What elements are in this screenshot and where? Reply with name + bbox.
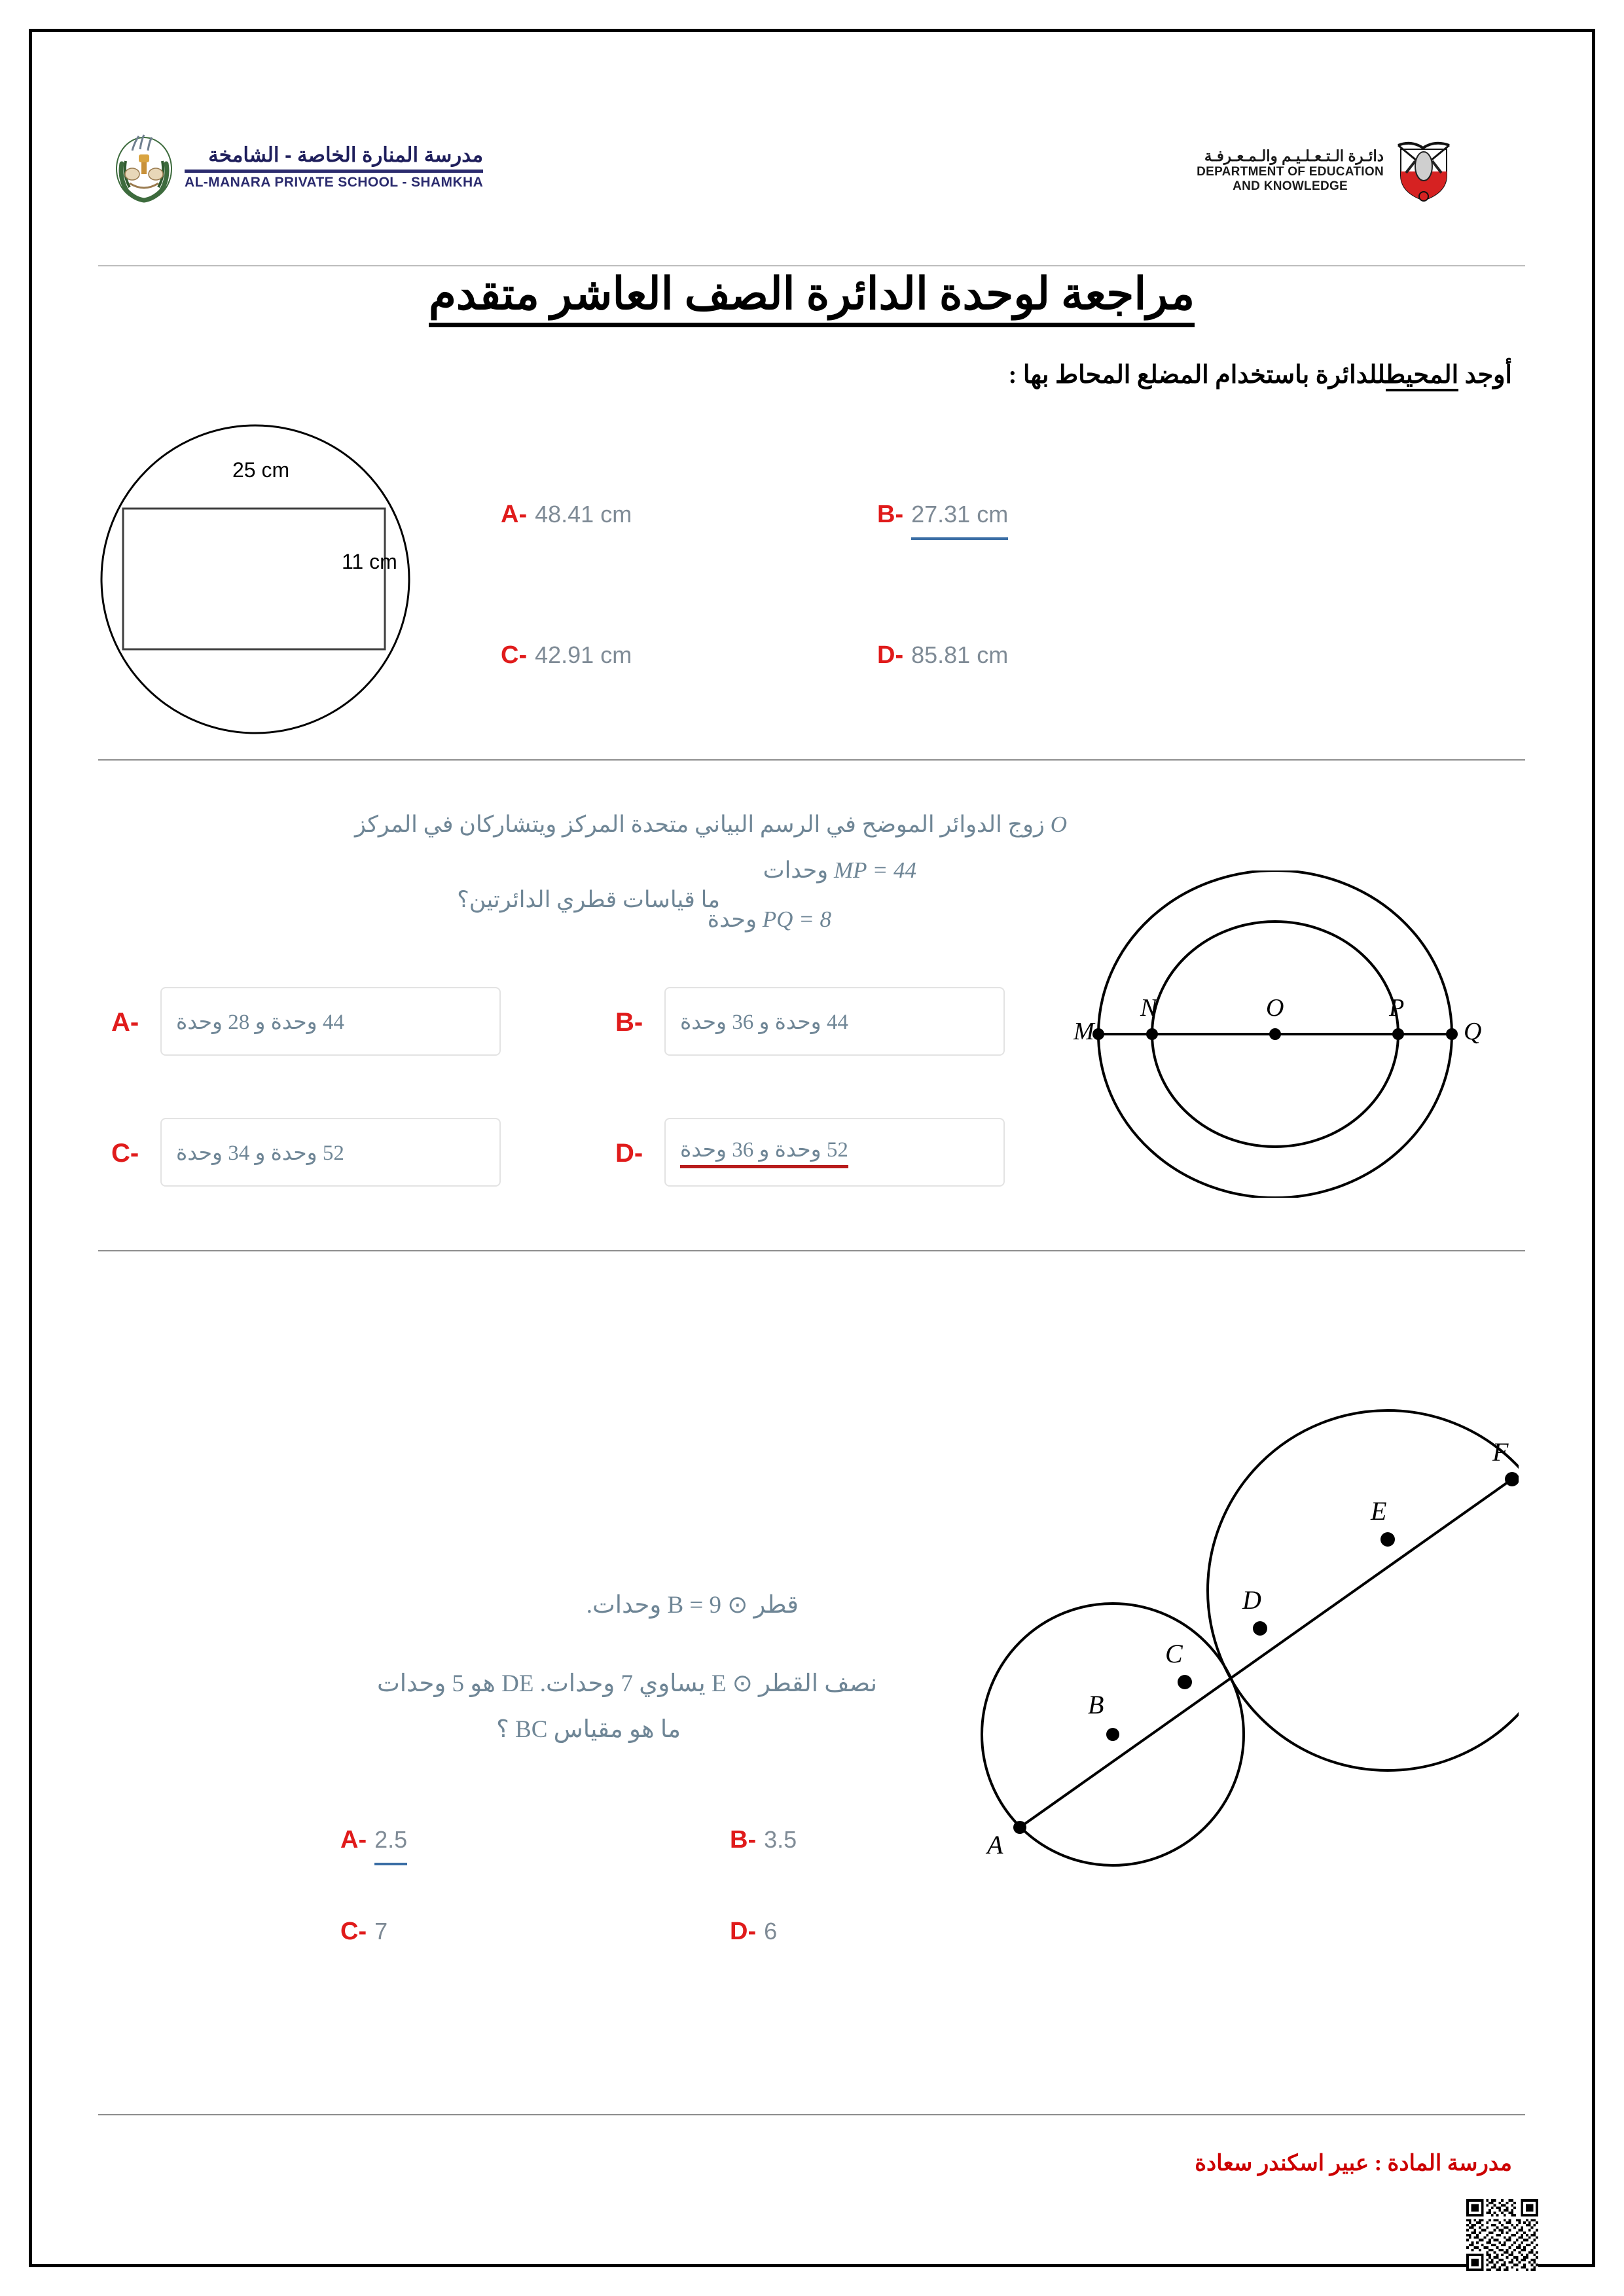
q1-option-a-letter: A- — [501, 501, 528, 528]
q3-option-d[interactable] — [730, 1918, 777, 1946]
q1-option-c-letter: C- — [501, 641, 528, 669]
doe-name-en-line1: DEPARTMENT OF EDUCATION — [1197, 164, 1384, 179]
q2-mp-unit: وحدات — [763, 857, 829, 883]
q2-option-d[interactable] — [664, 1118, 1005, 1187]
q2-pq-unit: وحدة — [707, 906, 757, 932]
doe-name-ar: دائـرة الـتـعـلـيـم والـمـعـرفـة — [1204, 147, 1384, 164]
page-title-text: مراجعة لوحدة الدائرة الصف العاشر متقدم — [429, 269, 1195, 327]
qr-code-icon — [1466, 2199, 1538, 2271]
q2-option-a-value: 44 وحدة و 28 وحدة — [176, 1010, 344, 1034]
q1-option-d-value: 85.81 cm — [911, 641, 1009, 668]
svg-text:C: C — [1165, 1639, 1183, 1668]
school-crest-icon — [113, 131, 175, 203]
school-name-divider — [185, 170, 483, 173]
svg-text:E: E — [1371, 1496, 1387, 1526]
q2-option-c-letter: C- — [111, 1139, 139, 1168]
question-3-line-1: قطر ⊙ B = 9 وحدات. — [586, 1592, 799, 1619]
q1-option-c-value: 42.91 cm — [535, 641, 632, 668]
doe-name-en-line2: AND KNOWLEDGE — [1233, 179, 1348, 193]
header-divider — [98, 265, 1525, 266]
q1-prompt-underlined: المحيط — [1386, 361, 1458, 391]
q2-option-d-letter: D- — [615, 1139, 643, 1168]
q3-option-d-letter: D- — [730, 1918, 757, 1945]
question-3-line-3: ما هو مقياس BC ؟ — [496, 1716, 681, 1743]
q2-pq-equation: PQ = 8 — [762, 906, 831, 932]
q3-option-a-letter: A- — [340, 1826, 367, 1854]
question-2-line-2 — [763, 857, 916, 884]
q1-option-d-letter: D- — [877, 641, 904, 669]
section-divider-1 — [98, 759, 1525, 761]
doe-branding — [1197, 137, 1453, 203]
school-name-ar: مدرسة المنارة الخاصة - الشامخة — [208, 143, 484, 167]
q2-center-symbol: O — [1050, 812, 1067, 837]
question-2-line-4: ما قياسات قطري الدائرتين؟ — [457, 887, 720, 912]
q1-option-c[interactable] — [501, 641, 632, 670]
q3-option-b[interactable] — [730, 1826, 797, 1854]
page-title — [98, 268, 1525, 320]
school-branding — [113, 131, 483, 203]
question-2-line-1 — [355, 812, 1067, 838]
q3-option-c-letter: C- — [340, 1918, 367, 1945]
q3-option-b-value: 3.5 — [764, 1826, 797, 1853]
q2-option-a-letter: A- — [111, 1008, 139, 1037]
svg-text:O: O — [1266, 994, 1284, 1022]
q1-option-a-value: 48.41 cm — [535, 501, 632, 528]
falcon-emblem-icon — [1394, 137, 1453, 203]
q1-option-b[interactable] — [877, 501, 1008, 540]
q1-prompt-suffix: للدائرة باستخدام المضلع المحاط بها : — [1008, 361, 1386, 389]
teacher-credit: مدرسة المادة : عبير اسكندر سعادة — [1195, 2151, 1512, 2176]
svg-text:Q: Q — [1464, 1018, 1482, 1045]
q2-option-a[interactable] — [160, 987, 501, 1056]
doe-name-block — [1197, 147, 1384, 194]
question-1-prompt — [1009, 360, 1512, 389]
q2-option-b-letter: B- — [615, 1008, 643, 1037]
svg-text:M: M — [1074, 1018, 1094, 1045]
q1-option-b-letter: B- — [877, 501, 904, 528]
q2-option-b-value: 44 وحدة و 36 وحدة — [680, 1010, 848, 1034]
q2-option-d-value: 52 وحدة و 36 وحدة — [680, 1136, 848, 1168]
q1-option-d[interactable] — [877, 641, 1008, 670]
q2-option-c[interactable] — [160, 1118, 501, 1187]
page-content — [98, 98, 1525, 2193]
q2-option-b[interactable] — [664, 987, 1005, 1056]
svg-text:A: A — [987, 1830, 1003, 1859]
q3-option-c[interactable] — [340, 1918, 388, 1946]
q1-option-b-value: 27.31 cm — [911, 501, 1008, 540]
q2-line-1-text: زوج الدوائر الموضح في الرسم البياني متحدة المركز ويتشاركان في المركز — [354, 812, 1045, 837]
q2-option-c-value: 52 وحدة و 34 وحدة — [176, 1141, 344, 1165]
question-3-line-2: نصف القطر ⊙ E يساوي 7 وحدات. DE هو 5 وحدات — [376, 1670, 877, 1697]
svg-text:B: B — [1088, 1690, 1104, 1719]
school-name-block — [185, 143, 483, 190]
section-divider-2 — [98, 1250, 1525, 1251]
page-header — [98, 131, 1525, 216]
q1-option-a[interactable] — [501, 501, 632, 529]
question-2-line-3 — [708, 906, 831, 933]
school-name-en: AL-MANARA PRIVATE SCHOOL - SHAMKHA — [185, 174, 484, 190]
q3-option-a-value: 2.5 — [374, 1826, 407, 1865]
question-2-figure — [1047, 870, 1506, 1198]
question-1-figure — [98, 419, 439, 740]
footer-divider — [98, 2114, 1525, 2115]
question-3-figure — [903, 1368, 1519, 1911]
svg-text:D: D — [1242, 1585, 1261, 1615]
q1-prompt-prefix: أوجد — [1458, 361, 1512, 389]
svg-text:N: N — [1140, 994, 1157, 1022]
svg-text:P: P — [1389, 994, 1405, 1022]
q3-option-a[interactable] — [340, 1826, 407, 1865]
q3-option-c-value: 7 — [374, 1918, 388, 1945]
q3-option-d-value: 6 — [764, 1918, 778, 1945]
q2-mp-equation: MP = 44 — [833, 857, 916, 883]
q1-width-label: 25 cm — [232, 458, 290, 482]
svg-text:F: F — [1492, 1437, 1509, 1467]
q1-height-label: 11 cm — [342, 550, 397, 573]
q3-option-b-letter: B- — [730, 1826, 757, 1854]
